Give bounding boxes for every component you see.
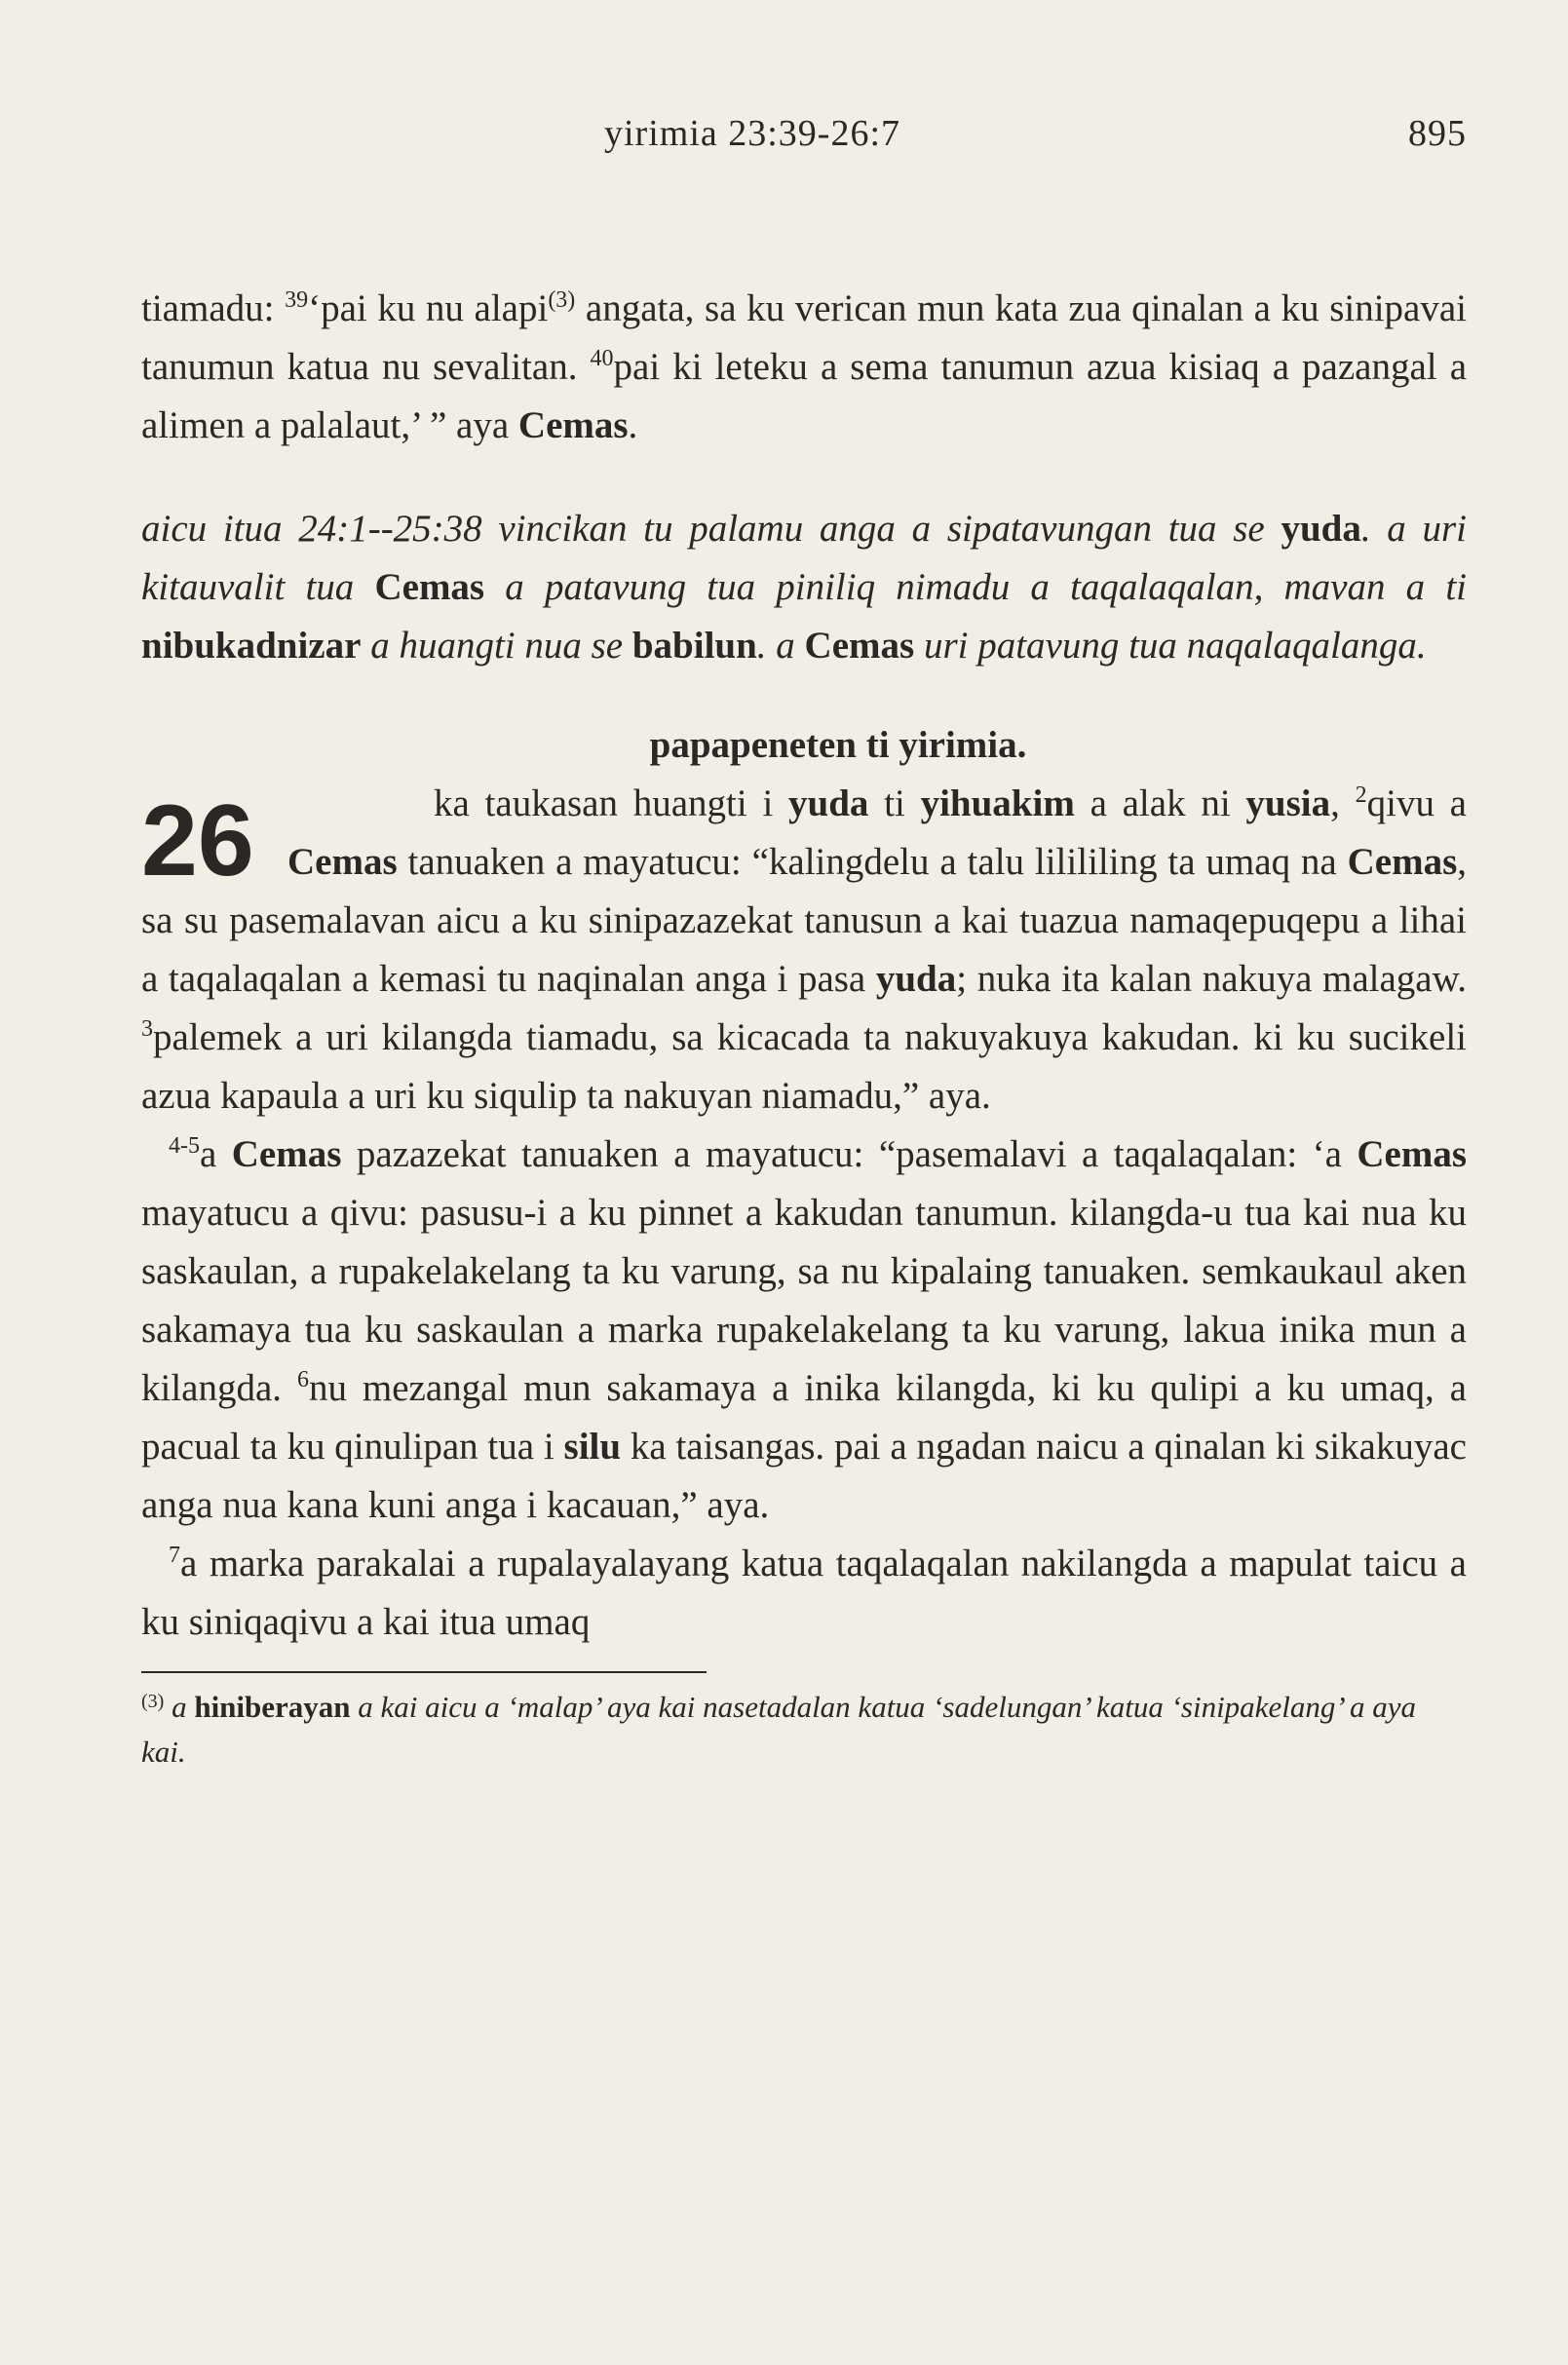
running-title: yirimia 23:39-26:7 [604, 113, 901, 154]
paragraph-verse-7: $^7$a marka parakalai a rupalayalayang katua taqalaqalan nakilangda a mapulat taicu a ku siniqaqivu a kai itua umaq [141, 1543, 1467, 1643]
running-header [141, 112, 1467, 171]
paragraph-verses-4-6: $^{4-5}$a Cemas pazazekat tanuaken a mayatucu: “pasemalavi a taqalaqalan: ‘a Cemas mayatucu a qivu: pasusu-i a ku pinnet a kakudan tanumun. kilangda-u tua kai nua ku saskaulan, a rupakelakelang ta ku varung, sa nu kipalaing tanuaken. semkaukaul aken sakamaya tua ku saskaulan a marka rupakelakelang ta ku varung, lakua inika mun a kilangda. $^6$nu mezangal mun sakamaya a inika kilangda, ki ku qulipi a ku umaq, a pacual ta ku qinulipan tua i silu ka taisangas. pai a ngadan naicu a qinalan ki sikakuyac anga nua kana kuni anga i kacauan,” aya. [141, 1133, 1467, 1526]
chapter-block [141, 775, 1467, 1125]
footnote-divider [141, 1671, 707, 1673]
footnote-marker: (3) [141, 1691, 165, 1712]
verse-number: 3 [141, 1016, 153, 1042]
footnote: $^{(3)}$ a hiniberayan a kai aicu a ‘malap’ aya kai nasetadalan katua ‘sadelungan’ katua ‘sinipakelang’ a aya kai. [141, 1690, 1416, 1769]
verse-number: 6 [296, 1367, 309, 1392]
book-page [141, 112, 1467, 1774]
verse-number: 40 [590, 346, 614, 371]
verse-number: 2 [1355, 782, 1367, 808]
verse-number: 7 [169, 1543, 180, 1568]
chapter-opening-paragraph: ka taukasan huangti i yuda ti yihuakim a alak ni yusia, $^2$qivu a Cemas tanuaken a mayatucu: “kalingdelu a talu lilililing ta umaq na Cemas, sa su pasemalavan aicu a ku sinipazazekat tanusun a kai tuazua namaqepuqepu a lihai a taqalaqalan a kemasi tu naqinalan anga i pasa yuda; nuka ita kalan nakuya malagaw. $^3$palemek a uri kilangda tiamadu, sa kicacada ta nakuyakuya kakudan. ki ku sucikeli azua kapaula a uri ku siqulip ta nakuyan niamadu,” aya. [141, 782, 1467, 1117]
section-heading: papapeneten ti yirimia. [649, 724, 1027, 766]
paragraph-verses-39-40: tiamadu: $^{39}$‘pai ku nu alapi$^{(3)}$ angata, sa ku verican mun kata zua qinalan a ku sinipavai tanumun katua nu sevalitan. $^{40}$pai ki leteku a sema tanumun azua kisiaq a pazangal a alimen a palalaut,’ ” aya Cemas. [141, 287, 1467, 446]
footnote-reference[interactable]: (3) [548, 287, 576, 313]
page-body [141, 280, 1467, 1774]
chapter-number: 26 [141, 784, 254, 897]
section-summary: aicu itua 24:1--25:38 vincikan tu palamu anga a sipatavungan tua se yuda. a uri kitauvalit tua Cemas a patavung tua piniliq nimadu a taqalaqalan, mavan a ti nibukadnizar a huangti nua se babilun. a Cemas uri patavung tua naqalaqalanga. [141, 508, 1467, 667]
page-number: 895 [1408, 113, 1467, 154]
verse-number: 39 [285, 287, 309, 313]
verse-number: 4-5 [169, 1133, 200, 1159]
